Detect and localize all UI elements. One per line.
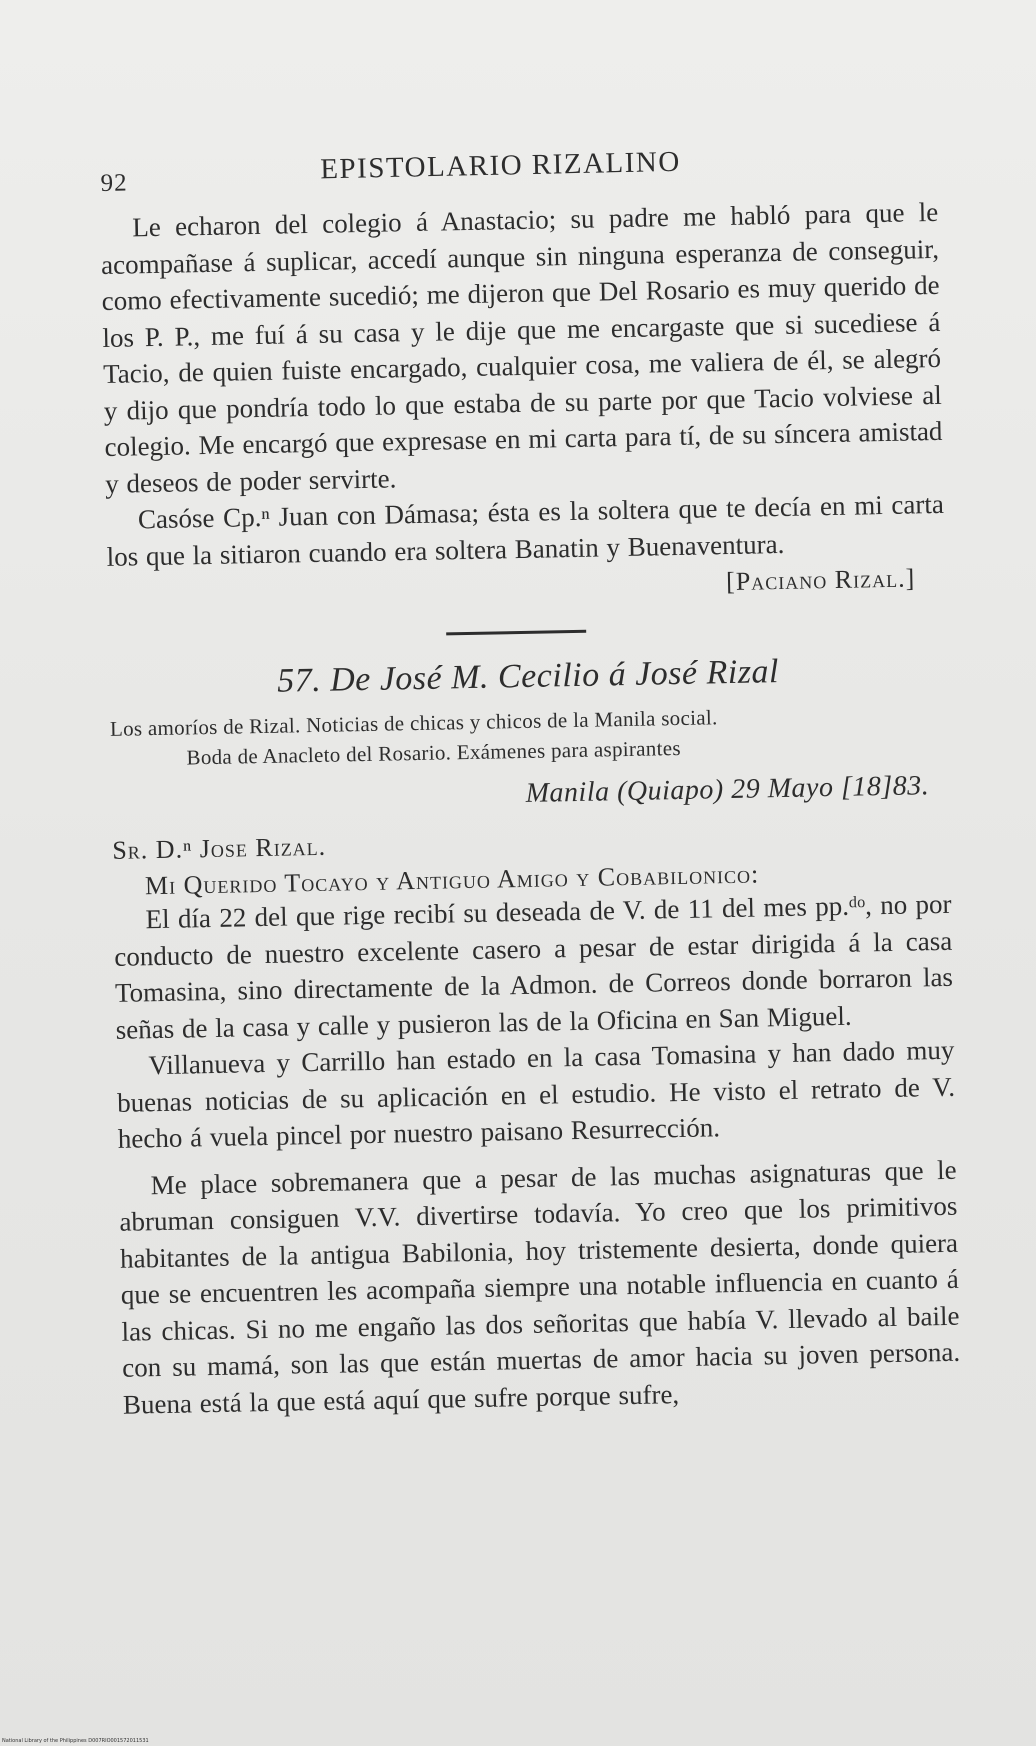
summary-line-1: Los amoríos de Rizal. Noticias de chicas y chicos de la Manila social. — [109, 705, 718, 741]
letter-paragraph-3: Me place sobremanera que a pesar de las muchas asignaturas que le abruman consiguen V.V. divertirse todavía. Yo creo que los primitivos habitantes de la antigua Babilonia, hoy tristemente desierta, donde quiera que se encuentren les acompaña siempre una notable influencia en cuanto á las chicas. Si no me engaño las dos señoritas que había V. llevado al baile con su mamá, son las que están muertas de amor hacia su joven persona. Buena está la que está aquí que sufre porque sufre, — [119, 1154, 961, 1420]
letter-recipient: Sr. D.ⁿ Jose Rizal. — [112, 831, 327, 865]
summary-line-2: Boda de Anacleto del Rosario. Exámenes para aspirantes — [186, 735, 682, 770]
continuation-paragraph-1: Le echaron del colegio á Anastacio; su padre me habló para que le acompañase á suplicar, accedí aunque sin ninguna esperanza de conseguir, como efectivamente sucedió; me dijeron que Del Rosario es muy querido de los P. P., me fuí á su casa y le dije que me encargaste que si sucediese á Tacio, de quien fuiste encargado, cualquier cosa, me valiera de él, se alegró y dijo que pondría todo lo que estaba de su parte por que Tacio volviese al colegio. Me encargó que expresase en mi carta para tí, de su síncera amistad y deseos de poder servirte. — [100, 196, 943, 499]
letter-address: Mi Querido Tocayo y Antiguo Amigo y Cobabilonico: — [144, 859, 760, 901]
archive-credit: National Library of the Philippines D007RIO001572011531 — [2, 1738, 149, 1744]
letter-summary — [110, 698, 949, 774]
letter-paragraph-2: Villanueva y Carrillo han estado en la casa Tomasina y han dado muy buenas noticias de su aplicación en el estudio. He visto el retrato de V. hecho á vuela pincel por nuestro paisano Resurrección. — [116, 1034, 956, 1154]
continuation-paragraph-2: Casóse Cp.ⁿ Juan con Dámasa; ésta es la soltera que te decía en mi carta los que la sitiaron cuando era soltera Banatin y Buenaventura. — [106, 488, 945, 572]
page-header — [100, 145, 721, 208]
page-body — [100, 194, 961, 1423]
page-number: 92 — [100, 169, 128, 197]
letter-dateline: Manila (Quiapo) 29 Mayo [18]83. — [525, 770, 930, 809]
letter-heading: 57. De José M. Cecilio á José Rizal — [276, 653, 780, 700]
running-title: EPISTOLARIO RIZALINO — [319, 145, 682, 186]
letter-signature: [Paciano Rizal.] — [725, 563, 916, 597]
section-divider — [446, 630, 586, 636]
letter-paragraph-1: El día 22 del que rige recibí su deseada de V. de 11 del mes pp.ᵈᵒ, no por conducto de nuestro excelente casero a pesar de estar dirigida á la casa Tomasina, sino directamente de la Admon. de Correos donde borraron las señas de la casa y calle y pusieron las de la Oficina en San Miguel. — [114, 888, 954, 1045]
